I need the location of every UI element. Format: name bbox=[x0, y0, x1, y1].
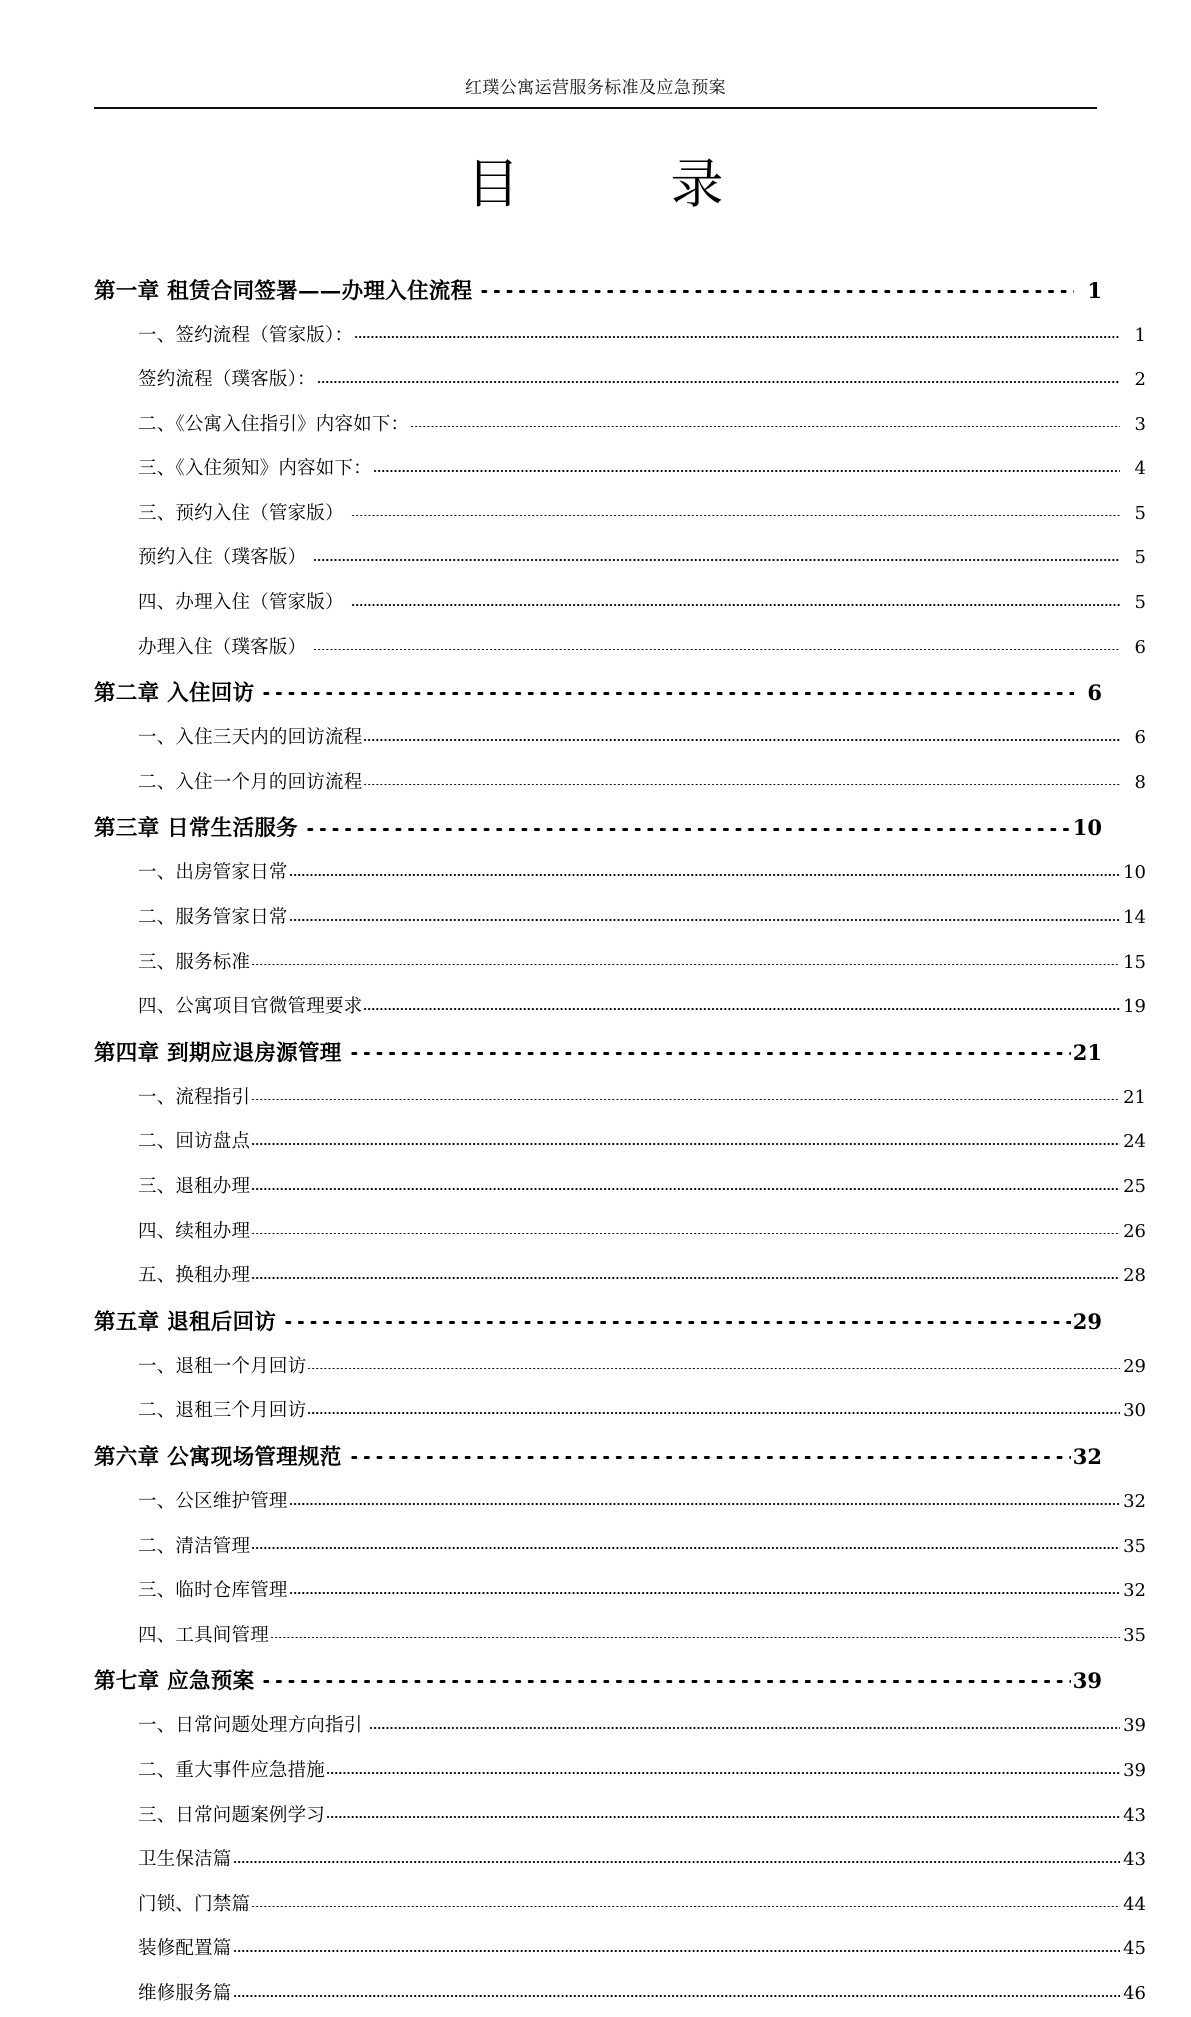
toc-dot-leader bbox=[363, 769, 1120, 788]
toc-entry-page-number: 28 bbox=[1123, 1265, 1146, 1287]
toc-chapter-entry[interactable] bbox=[94, 1659, 1102, 1705]
page-title-char-right: 录 bbox=[670, 154, 725, 215]
toc-entry-page-number: 43 bbox=[1123, 1849, 1146, 1871]
toc-entry-page-number: 21 bbox=[1123, 1086, 1146, 1108]
toc-entry-label: 三、预约入住（管家版） bbox=[138, 502, 344, 524]
toc-dot-leader bbox=[251, 1084, 1120, 1103]
toc-entry-page-number: 32 bbox=[1072, 1443, 1102, 1469]
toc-entry-page-number: 15 bbox=[1123, 951, 1146, 973]
toc-entry-page-number: 29 bbox=[1072, 1308, 1102, 1334]
toc-entry-page-number: 21 bbox=[1072, 1039, 1102, 1065]
toc-entry-label: 办理入住（璞客版） bbox=[138, 636, 307, 658]
toc-dot-leader bbox=[363, 725, 1120, 744]
running-header-title: 红璞公寓运营服务标准及应急预案 bbox=[465, 78, 726, 98]
toc-dot-leader bbox=[348, 1038, 1071, 1060]
toc-section-entry[interactable] bbox=[94, 403, 1146, 448]
toc-dot-leader bbox=[251, 1129, 1120, 1148]
toc-dot-leader bbox=[251, 1891, 1120, 1910]
toc-entry-page-number: 39 bbox=[1072, 1668, 1102, 1694]
toc-entry-page-number: 25 bbox=[1123, 1176, 1146, 1197]
table-of-contents bbox=[94, 268, 1146, 2017]
toc-entry-label: 四、工具间管理 bbox=[138, 1624, 269, 1646]
header-divider-rule bbox=[94, 107, 1097, 109]
toc-entry-label: 一、公区维护管理 bbox=[138, 1490, 288, 1512]
toc-chapter-entry[interactable] bbox=[94, 1434, 1102, 1480]
running-header bbox=[94, 78, 1097, 109]
toc-dot-leader bbox=[233, 1980, 1120, 1999]
toc-section-entry[interactable] bbox=[94, 537, 1146, 582]
toc-section-entry[interactable] bbox=[94, 1121, 1146, 1166]
toc-section-entry[interactable] bbox=[94, 717, 1146, 762]
toc-section-entry[interactable] bbox=[94, 359, 1146, 404]
toc-entry-label: 第五章 退租后回访 bbox=[94, 1309, 277, 1335]
toc-entry-label: 三、《入住须知》内容如下： bbox=[138, 458, 372, 480]
toc-entry-label: 维修服务篇 bbox=[138, 1982, 232, 2004]
toc-section-entry[interactable] bbox=[94, 1210, 1146, 1255]
toc-section-entry[interactable] bbox=[94, 1255, 1146, 1300]
toc-entry-label: 第一章 租赁合同签署——办理入住流程 bbox=[94, 278, 473, 304]
toc-dot-leader bbox=[251, 1218, 1120, 1237]
toc-entry-label: 一、退租一个月回访 bbox=[138, 1355, 307, 1377]
toc-dot-leader bbox=[233, 1936, 1120, 1955]
toc-entry-label: 第二章 入住回访 bbox=[94, 681, 255, 707]
toc-section-entry[interactable] bbox=[94, 941, 1146, 986]
toc-chapter-entry[interactable] bbox=[94, 1299, 1102, 1345]
toc-section-entry[interactable] bbox=[94, 1570, 1146, 1615]
toc-entry-label: 二、回访盘点 bbox=[138, 1131, 251, 1153]
toc-section-entry[interactable] bbox=[94, 1614, 1146, 1659]
toc-entry-page-number: 6 bbox=[1087, 680, 1102, 706]
toc-entry-page-number: 6 bbox=[1134, 636, 1146, 658]
toc-dot-leader bbox=[478, 276, 1074, 298]
toc-entry-page-number: 5 bbox=[1134, 592, 1146, 614]
toc-entry-label: 预约入住（璞客版） bbox=[138, 547, 307, 569]
toc-dot-leader bbox=[270, 1622, 1120, 1641]
toc-section-entry[interactable] bbox=[94, 1705, 1146, 1750]
toc-entry-page-number: 8 bbox=[1134, 771, 1146, 793]
toc-section-entry[interactable] bbox=[94, 1345, 1146, 1390]
toc-dot-leader bbox=[317, 367, 1120, 386]
toc-entry-label: 二、退租三个月回访 bbox=[138, 1400, 307, 1422]
page-title bbox=[0, 155, 1191, 216]
toc-entry-page-number: 29 bbox=[1123, 1355, 1146, 1377]
toc-section-entry[interactable] bbox=[94, 1839, 1146, 1884]
toc-entry-page-number: 4 bbox=[1134, 458, 1146, 480]
toc-chapter-entry[interactable] bbox=[94, 671, 1102, 717]
toc-chapter-entry[interactable] bbox=[94, 268, 1102, 314]
toc-entry-page-number: 46 bbox=[1123, 1982, 1146, 2004]
toc-entry-page-number: 43 bbox=[1123, 1804, 1146, 1826]
toc-entry-label: 卫生保洁篇 bbox=[138, 1849, 232, 1871]
toc-entry-label: 第四章 到期应退房源管理 bbox=[94, 1040, 342, 1066]
toc-entry-label: 门锁、门禁篇 bbox=[138, 1893, 251, 1915]
toc-entry-label: 四、公寓项目官微管理要求 bbox=[138, 996, 363, 1018]
toc-entry-page-number: 24 bbox=[1123, 1131, 1146, 1153]
toc-entry-page-number: 26 bbox=[1123, 1220, 1146, 1242]
toc-dot-leader bbox=[251, 1533, 1120, 1552]
toc-entry-page-number: 1 bbox=[1087, 277, 1102, 303]
toc-dot-leader bbox=[313, 634, 1120, 653]
toc-entry-page-number: 35 bbox=[1123, 1535, 1146, 1557]
toc-entry-page-number: 45 bbox=[1123, 1938, 1146, 1960]
toc-entry-label: 第六章 公寓现场管理规范 bbox=[94, 1444, 342, 1470]
toc-section-entry[interactable] bbox=[94, 492, 1146, 537]
toc-entry-page-number: 10 bbox=[1072, 815, 1102, 841]
toc-entry-label: 二、《公寓入住指引》内容如下： bbox=[138, 413, 410, 435]
toc-section-entry[interactable] bbox=[94, 1166, 1146, 1211]
toc-entry-page-number: 5 bbox=[1134, 547, 1146, 569]
toc-entry-label: 一、出房管家日常 bbox=[138, 862, 288, 884]
toc-dot-leader bbox=[351, 500, 1120, 519]
toc-dot-leader bbox=[289, 1578, 1120, 1597]
toc-dot-leader bbox=[251, 1263, 1120, 1282]
toc-dot-leader bbox=[289, 905, 1120, 924]
toc-section-entry[interactable] bbox=[94, 852, 1146, 897]
toc-entry-page-number: 10 bbox=[1123, 862, 1146, 884]
toc-entry-label: 二、服务管家日常 bbox=[138, 907, 288, 929]
toc-section-entry[interactable] bbox=[94, 1480, 1146, 1525]
toc-entry-label: 四、办理入住（管家版） bbox=[138, 592, 344, 614]
toc-entry-label: 第七章 应急预案 bbox=[94, 1669, 255, 1695]
toc-entry-label: 三、退租办理 bbox=[138, 1176, 251, 1197]
toc-entry-label: 一、签约流程（管家版）： bbox=[138, 324, 354, 346]
toc-entry-label: 一、入住三天内的回访流程 bbox=[138, 727, 363, 749]
toc-entry-page-number: 6 bbox=[1134, 727, 1146, 749]
toc-dot-leader bbox=[373, 456, 1120, 475]
toc-chapter-entry[interactable] bbox=[94, 1030, 1102, 1076]
toc-entry-label: 三、服务标准 bbox=[138, 951, 251, 973]
toc-dot-leader bbox=[304, 814, 1071, 836]
toc-entry-label: 一、日常问题处理方向指引 bbox=[138, 1715, 363, 1737]
toc-dot-leader bbox=[348, 1442, 1071, 1464]
toc-entry-page-number: 3 bbox=[1134, 413, 1146, 435]
toc-entry-label: 五、换租办理 bbox=[138, 1265, 251, 1287]
toc-entry-page-number: 32 bbox=[1123, 1580, 1146, 1602]
toc-dot-leader bbox=[326, 1757, 1120, 1776]
toc-dot-leader bbox=[289, 1488, 1120, 1507]
toc-dot-leader bbox=[260, 679, 1074, 701]
toc-section-entry[interactable] bbox=[94, 1928, 1146, 1973]
toc-section-entry[interactable] bbox=[94, 314, 1146, 359]
toc-dot-leader bbox=[251, 1174, 1120, 1193]
toc-section-entry[interactable] bbox=[94, 761, 1146, 806]
toc-entry-page-number: 39 bbox=[1123, 1759, 1146, 1781]
toc-entry-page-number: 30 bbox=[1123, 1400, 1146, 1422]
toc-section-entry[interactable] bbox=[94, 1883, 1146, 1928]
toc-dot-leader bbox=[313, 545, 1120, 564]
toc-chapter-entry[interactable] bbox=[94, 806, 1102, 852]
toc-entry-page-number: 19 bbox=[1123, 996, 1146, 1018]
toc-dot-leader bbox=[260, 1667, 1070, 1689]
toc-section-entry[interactable] bbox=[94, 986, 1146, 1031]
toc-dot-leader bbox=[282, 1307, 1071, 1329]
toc-entry-label: 二、重大事件应急措施 bbox=[138, 1759, 326, 1781]
toc-dot-leader bbox=[251, 949, 1120, 968]
toc-section-entry[interactable] bbox=[94, 897, 1146, 942]
toc-section-entry[interactable] bbox=[94, 448, 1146, 493]
toc-dot-leader bbox=[307, 1353, 1120, 1372]
toc-section-entry[interactable] bbox=[94, 1525, 1146, 1570]
toc-entry-page-number: 2 bbox=[1134, 369, 1146, 391]
toc-entry-label: 二、入住一个月的回访流程 bbox=[138, 771, 363, 793]
toc-section-entry[interactable] bbox=[94, 1794, 1146, 1839]
toc-dot-leader bbox=[354, 322, 1120, 341]
toc-entry-page-number: 14 bbox=[1123, 907, 1146, 929]
toc-dot-leader bbox=[289, 860, 1120, 879]
toc-entry-page-number: 39 bbox=[1123, 1715, 1146, 1737]
toc-dot-leader bbox=[410, 411, 1120, 430]
toc-entry-page-number: 1 bbox=[1134, 324, 1146, 346]
toc-dot-leader bbox=[369, 1713, 1120, 1732]
toc-section-entry[interactable] bbox=[94, 1972, 1146, 2017]
toc-entry-label: 签约流程（璞客版）： bbox=[138, 369, 316, 391]
toc-entry-label: 四、续租办理 bbox=[138, 1220, 251, 1242]
toc-entry-page-number: 32 bbox=[1123, 1490, 1146, 1512]
toc-dot-leader bbox=[351, 590, 1120, 609]
toc-entry-label: 三、日常问题案例学习 bbox=[138, 1804, 326, 1826]
toc-entry-page-number: 35 bbox=[1123, 1624, 1146, 1646]
toc-dot-leader bbox=[233, 1847, 1120, 1866]
toc-entry-label: 一、流程指引 bbox=[138, 1086, 251, 1108]
toc-entry-page-number: 44 bbox=[1123, 1893, 1146, 1915]
toc-section-entry[interactable] bbox=[94, 626, 1146, 671]
toc-section-entry[interactable] bbox=[94, 582, 1146, 627]
toc-entry-label: 第三章 日常生活服务 bbox=[94, 816, 298, 842]
toc-entry-label: 三、临时仓库管理 bbox=[138, 1580, 288, 1602]
toc-entry-label: 二、清洁管理 bbox=[138, 1535, 251, 1557]
toc-entry-label: 装修配置篇 bbox=[138, 1938, 232, 1960]
toc-section-entry[interactable] bbox=[94, 1390, 1146, 1435]
toc-dot-leader bbox=[307, 1398, 1120, 1417]
toc-dot-leader bbox=[363, 994, 1120, 1013]
toc-dot-leader bbox=[326, 1802, 1120, 1821]
toc-section-entry[interactable] bbox=[94, 1749, 1146, 1794]
toc-section-entry[interactable] bbox=[94, 1076, 1146, 1121]
page-title-char-left: 目 bbox=[466, 154, 521, 215]
toc-entry-page-number: 5 bbox=[1134, 502, 1146, 524]
